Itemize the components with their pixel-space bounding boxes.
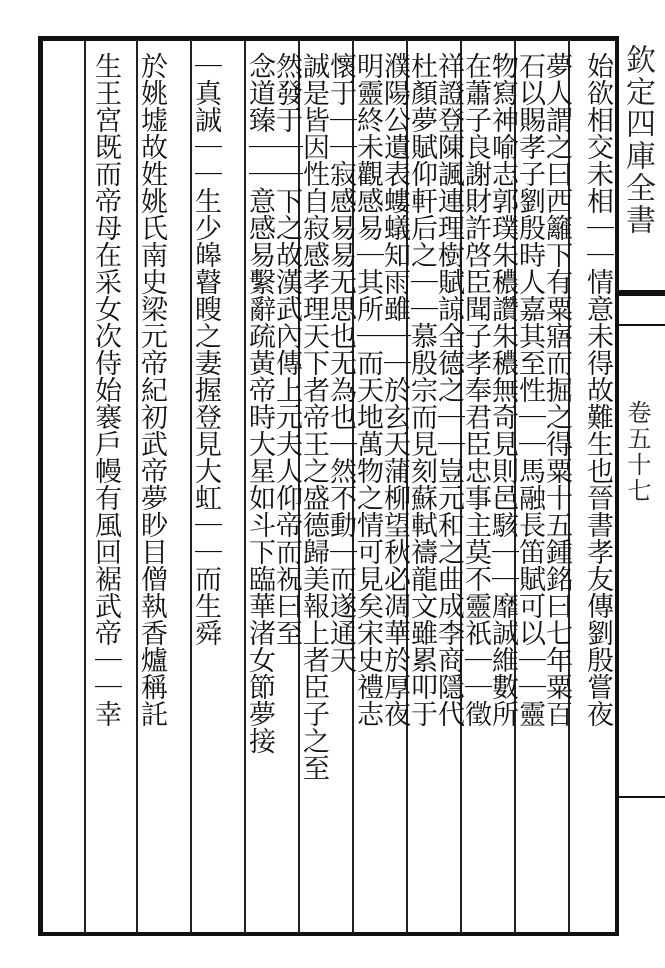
volume-label: 卷五十七 xyxy=(623,400,651,504)
text-column: 杜顏夢賦仰軒后之｜｜慕殷宗而見刻蘇軾禱龍文雖累叩于 xyxy=(406,52,437,727)
text-column: 懷于｜｜寂感易易无思也无為也｜然不動｜而遂通天 xyxy=(325,52,356,673)
text-column: 濮陽公遺表螻蟻知雨雖｜｜於玄天蒲柳望秋必凋華於厚夜 xyxy=(379,52,410,727)
column-rule xyxy=(84,40,86,933)
text-column: 在蕭子良謝財許啓臣聞子孝奉君臣忠事主莫不靈祇｜｜徵 xyxy=(460,52,491,727)
text-column: 始欲相交未相｜｜情意未得故難生也晉書孝友傳劉殷嘗夜 xyxy=(582,52,613,727)
text-column: ｜真誠｜｜生少皞瞽瞍之妻握登見大虹｜｜而生舜 xyxy=(190,52,221,646)
text-column: 祥證登陳諷連理樹賦諒全德之｜｜豈元和之曲成李商隱代 xyxy=(433,52,464,727)
book-title: 欽定四庫全書 xyxy=(620,44,655,236)
text-column: 誠是皆因性自寂感孝理天下者帝王之盛德歸美報上者臣子之至 xyxy=(298,52,329,781)
fishtail-lower-mark xyxy=(616,796,665,798)
text-column: 石以賜孝子劉殷時人嘉其至性｜｜馬融長笛賦可以｜｜靈 xyxy=(514,52,545,727)
text-column: 夢人謂之曰西籬下有粟寤而掘之得粟十五鍾銘曰七年粟百 xyxy=(541,52,572,727)
text-column: 於姚墟故姓姚氏南史梁元帝紀初武帝夢眇目僧執香爐稱託 xyxy=(136,52,167,727)
text-column: 物寫神喻志郭璞朱穠讚朱穠無奇見則邑駭｜｜靡誠維數所 xyxy=(487,52,518,727)
fishtail-mark xyxy=(616,290,665,326)
text-column: 念道臻｜｜意感易繫辭疏黃帝時大星如斗下臨華渚女節夢接 xyxy=(244,52,275,754)
text-column: 明靈終未觀感易｜其所｜而天地萬物之情可見矣宋史禮志 xyxy=(352,52,383,727)
text-column: 然發于｜｜下之故漢武內傳上元夫人仰帝而祝曰至 xyxy=(271,52,302,646)
text-column: 生王宮既而帝母在采女次侍始褰戶幔有風回裾武帝｜｜幸 xyxy=(90,52,121,727)
